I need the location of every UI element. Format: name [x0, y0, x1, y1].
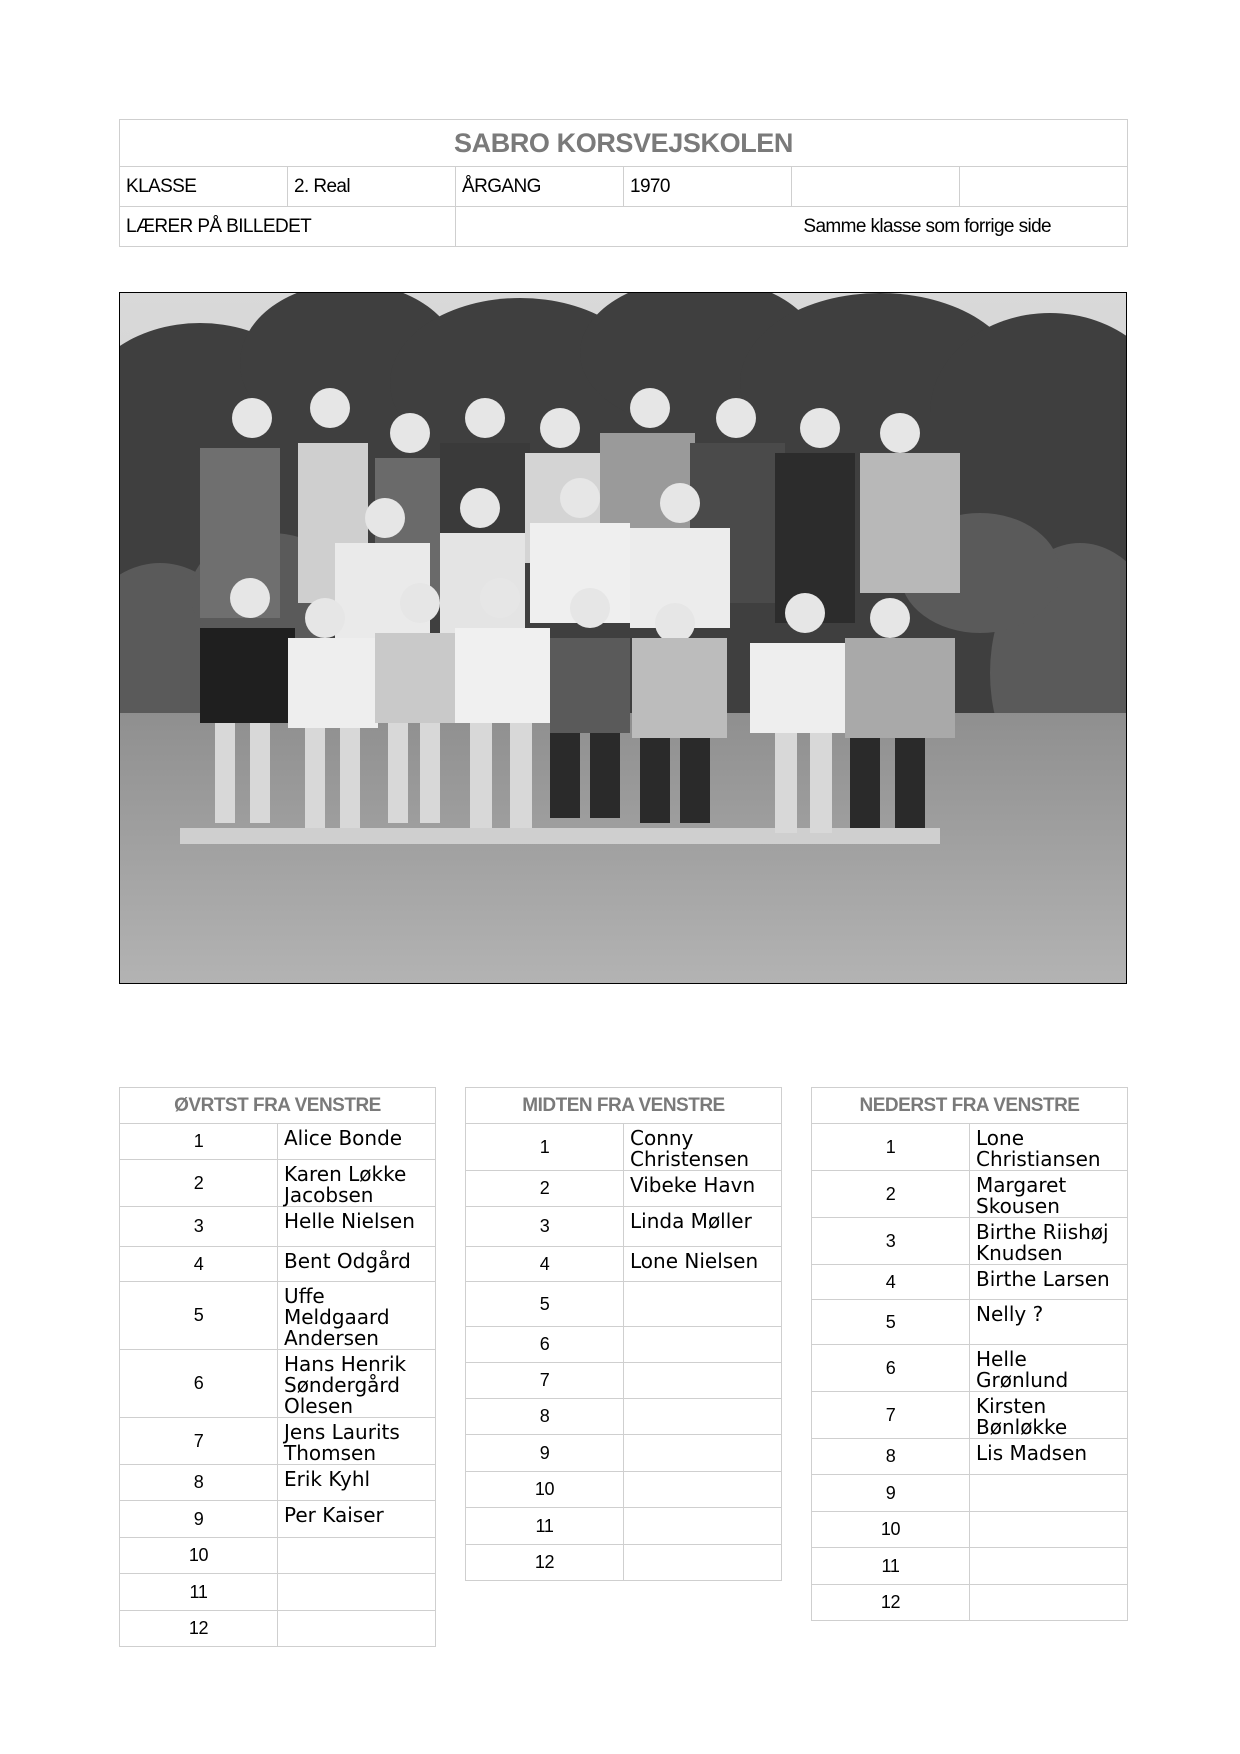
student-name: Margaret Skousen: [970, 1171, 1128, 1218]
student-name: Vibeke Havn: [624, 1171, 782, 1207]
row-number: 12: [466, 1545, 624, 1581]
student-name: [624, 1472, 782, 1508]
klasse-value: 2. Real: [288, 167, 456, 207]
student-name: [624, 1363, 782, 1399]
student-name: [970, 1585, 1128, 1621]
row-number: 9: [466, 1435, 624, 1472]
student-name: Kirsten Bønløkke: [970, 1392, 1128, 1439]
student-name: Bent Odgård: [278, 1247, 436, 1282]
row-number: 10: [812, 1512, 970, 1548]
school-title: SABRO KORSVEJSKOLEN: [120, 120, 1128, 167]
aargang-label: ÅRGANG: [456, 167, 624, 207]
student-name: [624, 1327, 782, 1363]
row-number: 2: [466, 1171, 624, 1207]
row-number: 10: [120, 1538, 278, 1574]
student-name: [278, 1611, 436, 1647]
row-number: 6: [120, 1350, 278, 1418]
student-name: Lone Nielsen: [624, 1247, 782, 1282]
row-number: 11: [812, 1548, 970, 1585]
row-number: 4: [466, 1247, 624, 1282]
row-number: 12: [120, 1611, 278, 1647]
student-name: [624, 1545, 782, 1581]
student-name: [970, 1475, 1128, 1512]
row-number: 2: [812, 1171, 970, 1218]
empty-cell: [960, 167, 1128, 207]
row-number: 7: [466, 1363, 624, 1399]
student-name: Birthe Larsen: [970, 1265, 1128, 1300]
student-name: Karen Løkke Jacobsen: [278, 1160, 436, 1207]
page-note: Samme klasse som forrige side: [456, 207, 1128, 247]
student-name: Birthe Riishøj Knudsen: [970, 1218, 1128, 1265]
list-title: ØVRTST FRA VENSTRE: [120, 1088, 436, 1124]
empty-cell: [792, 167, 960, 207]
row-number: 12: [812, 1585, 970, 1621]
student-name: [624, 1399, 782, 1435]
row-number: 8: [120, 1465, 278, 1501]
student-name: Hans Henrik Søndergård Olesen: [278, 1350, 436, 1418]
student-name: Alice Bonde: [278, 1124, 436, 1160]
row-number: 7: [812, 1392, 970, 1439]
row-number: 11: [120, 1574, 278, 1611]
row-number: 7: [120, 1418, 278, 1465]
row-number: 8: [812, 1439, 970, 1475]
row-number: 3: [812, 1218, 970, 1265]
student-name: Lone Christiansen: [970, 1124, 1128, 1171]
student-name: Uffe Meldgaard Andersen: [278, 1282, 436, 1350]
klasse-label: KLASSE: [120, 167, 288, 207]
row-number: 5: [120, 1282, 278, 1350]
row-number: 1: [466, 1124, 624, 1171]
row-number: 6: [466, 1327, 624, 1363]
row-number: 4: [812, 1265, 970, 1300]
row-number: 3: [466, 1207, 624, 1247]
student-name: Conny Christensen: [624, 1124, 782, 1171]
row-number: 11: [466, 1508, 624, 1545]
student-name: [624, 1508, 782, 1545]
student-name: Per Kaiser: [278, 1501, 436, 1538]
student-name: Helle Grønlund: [970, 1345, 1128, 1392]
class-photo: [119, 292, 1127, 984]
student-name: Jens Laurits Thomsen: [278, 1418, 436, 1465]
student-name: Erik Kyhl: [278, 1465, 436, 1501]
names-top-row-table: [119, 1087, 436, 1647]
class-photo-illustration: [120, 293, 1126, 983]
class-info-table: [119, 119, 1128, 247]
row-number: 9: [812, 1475, 970, 1512]
student-name: Nelly ?: [970, 1300, 1128, 1345]
student-name: Lis Madsen: [970, 1439, 1128, 1475]
row-number: 10: [466, 1472, 624, 1508]
teacher-label: LÆRER PÅ BILLEDET: [120, 207, 456, 247]
row-number: 3: [120, 1207, 278, 1247]
row-number: 1: [120, 1124, 278, 1160]
student-name: [624, 1435, 782, 1472]
row-number: 5: [812, 1300, 970, 1345]
row-number: 5: [466, 1282, 624, 1327]
list-title: MIDTEN FRA VENSTRE: [466, 1088, 782, 1124]
row-number: 4: [120, 1247, 278, 1282]
list-title: NEDERST FRA VENSTRE: [812, 1088, 1128, 1124]
student-name: [278, 1538, 436, 1574]
row-number: 8: [466, 1399, 624, 1435]
row-number: 1: [812, 1124, 970, 1171]
aargang-value: 1970: [624, 167, 792, 207]
student-name: [624, 1282, 782, 1327]
row-number: 9: [120, 1501, 278, 1538]
student-name: [278, 1574, 436, 1611]
student-name: Helle Nielsen: [278, 1207, 436, 1247]
names-bottom-row-table: [811, 1087, 1128, 1621]
student-name: Linda Møller: [624, 1207, 782, 1247]
student-name: [970, 1512, 1128, 1548]
names-middle-row-table: [465, 1087, 782, 1581]
student-name: [970, 1548, 1128, 1585]
row-number: 2: [120, 1160, 278, 1207]
row-number: 6: [812, 1345, 970, 1392]
